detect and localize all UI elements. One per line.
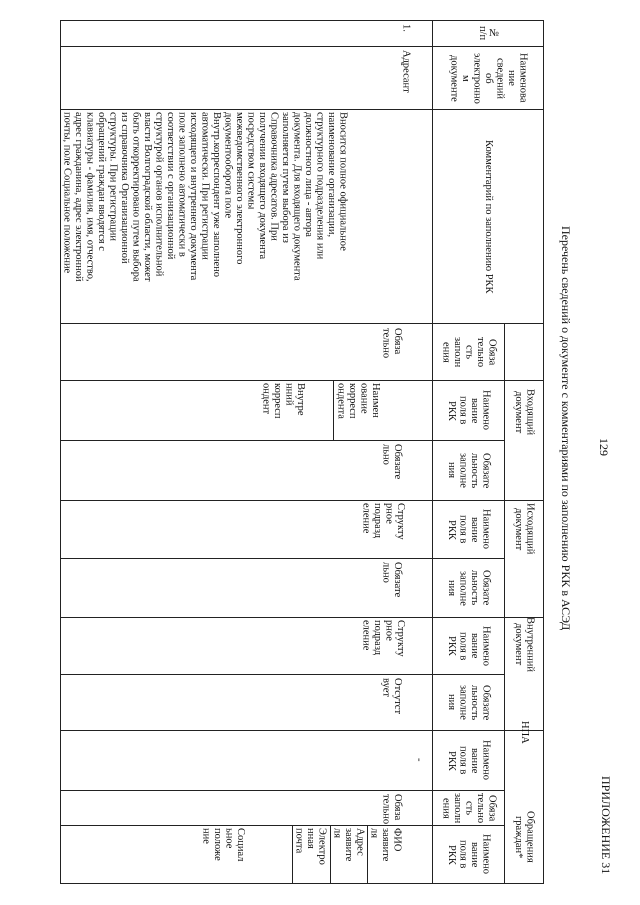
subheader-npa-field: Наимено вание поля в РКК bbox=[446, 740, 492, 781]
row1-outgoing-oblig: Обязате льно bbox=[380, 444, 403, 480]
row1-npa-oblig: Отсутст вует bbox=[380, 678, 403, 715]
subheader-internal-field: Наимено вание поля в РКК bbox=[446, 625, 492, 667]
page-number: 129 bbox=[597, 438, 611, 456]
header-outgoing: Исходящий документ bbox=[513, 503, 536, 555]
row1-incoming-oblig: Обяза тельно bbox=[380, 328, 403, 359]
subheader-incoming-field: Наимено вание поля в РКК bbox=[446, 390, 492, 431]
row1-appeals-field-a: ФИО заявите ля bbox=[368, 828, 403, 862]
header-incoming: Входящий документ bbox=[513, 388, 536, 436]
header-comment: Комментарий по заполнению РКК bbox=[482, 139, 494, 294]
row1-outgoing-field: Структу рное подразд еление bbox=[360, 503, 406, 540]
row1-incoming-field-b: Внутре нний корресп ондент bbox=[260, 383, 306, 419]
row1-appeals-field-c: Электро нная почта bbox=[293, 828, 328, 865]
row1-internal-field: Структу рное подразд еление bbox=[360, 620, 406, 657]
row1-num: 1. bbox=[400, 24, 412, 32]
subheader-outgoing-oblig: Обязате льность заполне ния bbox=[446, 452, 492, 489]
header-npa: НПА bbox=[518, 721, 530, 744]
row1-appeals-oblig: Обяза тельно bbox=[380, 794, 403, 825]
header-num: № п/п bbox=[477, 26, 500, 41]
appendix-label: ПРИЛОЖЕНИЕ 31 bbox=[599, 776, 613, 875]
subheader-appeals-oblig: Обяза тельно сть заполн ения bbox=[440, 792, 498, 824]
row1-internal-oblig: Обязате льно bbox=[380, 562, 403, 598]
subheader-appeals-field: Наимено вание поля в РКК bbox=[446, 834, 492, 875]
row1-comment: Вносится полное официальное наименование организации, структурного подразделения или должностного лица - автора документа. Для входящего документа заполняется путем выбора из Справочника адресатов. При получении входящего документа посредством системы межведомственного электронного документооборота поле Внутр.корреспондент уже заполнено автоматически. При регистрации исходящего и внутреннего документа поле заполнено автоматически в соответствии с организационной структурой органов исполнительной власти Волгоградской области, может быть откорректировано путем выбора из справочника Организационной структуры. При регистрации обращений граждан вводятся с клавиатуры - фамилия, имя, отчество, адрес гражданина, адрес электронной почты, поле Социальное положение bbox=[61, 112, 349, 282]
header-name: Наименова ние сведений об электронно м документе bbox=[448, 52, 529, 104]
row1-appeals-field-b: Адрес заявите ля bbox=[331, 828, 366, 862]
row1-appeals-field-d: Социал ьное положе ние bbox=[200, 828, 246, 862]
row1-npa-field: - bbox=[413, 758, 425, 762]
row1-name: Адресант bbox=[400, 50, 412, 93]
header-internal: Внутренний документ bbox=[513, 617, 536, 672]
page-title: Перечень сведений о документе с комментариями по заполнению РКК в АСЭД bbox=[559, 226, 573, 631]
subheader-incoming-oblig: Обяза тельно сть заполн ения bbox=[440, 336, 498, 368]
row1-incoming-field-a: Наимен ование корресп ондента bbox=[335, 383, 381, 419]
header-appeals: Обращения граждан* bbox=[513, 811, 536, 863]
subheader-outgoing-field: Наимено вание поля в РКК bbox=[446, 509, 492, 550]
subheader-npa-oblig: Обязате льность заполне ния bbox=[446, 684, 492, 721]
subheader-internal-oblig: Обязате льность заполне ния bbox=[446, 570, 492, 606]
